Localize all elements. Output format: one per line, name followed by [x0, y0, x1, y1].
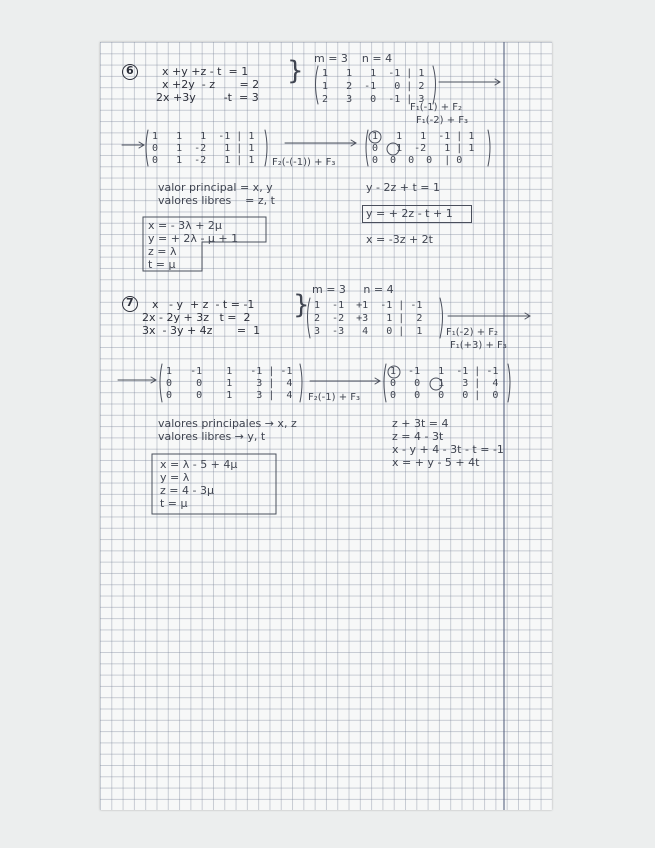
ex6-matrix2-row1: 1 1 1 -1 | 1 [152, 131, 255, 142]
ex6-matrix2-row2: 0 1 -2 1 | 1 [152, 143, 255, 154]
ex7-equation-1: z + 3t = 4 [392, 417, 449, 430]
ex7-matrix3-row2: 0 0 1 3 | 4 [390, 378, 499, 389]
ex7-system-eq1: x - y + z - t = -1 [152, 298, 255, 311]
ex6-solution-t: t = μ [148, 258, 176, 271]
ex7-row-op-1: F₁(-2) + F₂ [446, 327, 499, 338]
ex7-matrix-right-bracket [440, 298, 443, 338]
ex6-matrix3-row3: 0 0 0 0 | 0 [372, 155, 463, 166]
ex6-arrow-2 [285, 140, 356, 146]
ex7-solution-t: t = μ [160, 497, 188, 510]
ex6-solution-x: x = - 3λ + 2μ [148, 219, 222, 232]
ex6-free-values: valores libres = z, t [158, 194, 275, 207]
ex7-equation-2: z = 4 - 3t [392, 430, 444, 443]
ex7-matrix-left-bracket [308, 298, 311, 338]
notebook-page [100, 42, 552, 810]
ex6-row-op-1: F₁(-1) + F₂ [410, 102, 463, 113]
ex7-row-op-2: F₁(+3) + F₃ [450, 340, 507, 351]
ex7-matrix3-left-bracket [384, 364, 386, 402]
ex6-arrow-1 [439, 79, 500, 85]
ex7-equation-3: x - y + 4 - 3t - t = -1 [392, 443, 504, 456]
ex6-equation-2: y = + 2z - t + 1 [366, 207, 453, 220]
ex7-matrix3-row3: 0 0 0 0 | 0 [390, 390, 499, 401]
ex7-matrix3-row1: 1 -1 1 -1 | -1 [390, 366, 499, 377]
ex7-row-op-3: F₂(-1) + F₃ [308, 392, 361, 403]
ex6-matrix3-left-bracket [366, 130, 368, 166]
exercise-7-number: 7 [126, 296, 134, 309]
ex7-solution-z: z = 4 - 3μ [160, 484, 214, 497]
ex6-matrix3-row2: 0 1 -2 1 | 1 [372, 143, 475, 154]
ex6-matrix-left-bracket [316, 66, 319, 104]
ex7-solution-x: x = λ - 5 + 4μ [160, 458, 238, 471]
ex6-solution-box [143, 217, 266, 271]
ex6-matrix-row3: 2 3 0 -1 | 3 [322, 94, 425, 105]
ex6-solution-y: y = + 2λ - μ + 1 [148, 232, 239, 245]
ex7-pivot-circle-2 [430, 378, 442, 390]
ex7-equation-4: x = + y - 5 + 4t [392, 456, 480, 469]
ex7-dimensions: m = 3 n = 4 [312, 283, 394, 296]
ex6-matrix-right-bracket [433, 66, 436, 104]
ex6-dimensions: m = 3 n = 4 [314, 52, 393, 65]
ex7-free-values: valores libres → y, t [158, 430, 266, 443]
ex6-solution-z: z = λ [148, 245, 177, 258]
ex7-matrix2-left-bracket [160, 364, 162, 402]
ex6-principal-values: valor principal = x, y [158, 181, 273, 194]
ex6-matrix2-left-bracket [146, 130, 148, 166]
ex7-matrix-row2: 2 -2 +3 1 | 2 [314, 313, 423, 324]
ex6-matrix-row1: 1 1 1 -1 | 1 [322, 68, 425, 79]
ex6-row-op-2: F₁(-2) + F₃ [416, 115, 469, 126]
ex7-arrow-left [118, 377, 156, 383]
ex6-equation-3: x = -3z + 2t [366, 233, 433, 246]
ex6-system-eq1: x +y +z - t = 1 [162, 65, 249, 78]
ex6-matrix2-row3: 0 1 -2 1 | 1 [152, 155, 255, 166]
ex7-principal-values: valores principales → x, z [158, 417, 297, 430]
ex7-solution-box [152, 454, 276, 514]
ex7-system-eq3: 3x - 3y + 4z = 1 [142, 324, 261, 337]
ex6-pivot-circle-1 [369, 131, 381, 143]
ex6-matrix3-right-bracket [488, 130, 490, 166]
ex7-matrix-row3: 3 -3 4 0 | 1 [314, 326, 423, 337]
ex7-arrow-2 [310, 378, 380, 384]
ex7-arrow-1 [448, 313, 530, 319]
ex7-matrix2-right-bracket [300, 364, 302, 402]
ink-strokes [100, 42, 552, 810]
ex6-arrow-left [122, 142, 144, 148]
ex6-matrix3-row1: 1 1 1 -1 | 1 [372, 131, 475, 142]
ex6-system-eq3: 2x +3y -t = 3 [156, 91, 259, 104]
ex7-solution-y: y = λ [160, 471, 190, 484]
ex7-system-brace: } [293, 290, 310, 320]
ex7-pivot-circle-1 [388, 366, 400, 378]
ex6-system-eq2: x +2y - z = 2 [162, 78, 260, 91]
ex7-matrix3-right-bracket [508, 364, 510, 402]
ex6-equation-1: y - 2z + t = 1 [366, 181, 440, 194]
ex6-row-op-3: F₂(-(-1)) + F₃ [272, 157, 336, 168]
ex7-matrix2-row3: 0 0 1 3 | 4 [166, 390, 293, 401]
ex7-system-eq2: 2x - 2y + 3z t = 2 [142, 311, 251, 324]
ex6-matrix-row2: 1 2 -1 0 | 2 [322, 81, 425, 92]
exercise-6-number: 6 [126, 64, 134, 77]
ex7-matrix-row1: 1 -1 +1 -1 | -1 [314, 300, 423, 311]
ex7-matrix2-row1: 1 -1 1 -1 | -1 [166, 366, 293, 377]
ex7-matrix2-row2: 0 0 1 3 | 4 [166, 378, 293, 389]
ex6-pivot-circle-2 [387, 143, 399, 155]
ex6-system-brace: } [287, 56, 304, 86]
ex6-matrix2-right-bracket [265, 130, 267, 166]
